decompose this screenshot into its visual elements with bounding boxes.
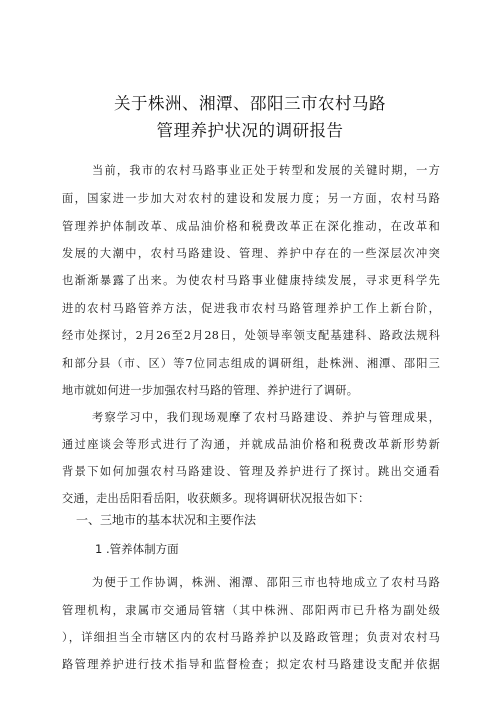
paragraph-1-line: 发展的大潮中，农村马路建设、管理、养护中存在的一些深层次冲突 [62, 247, 440, 260]
section-heading: 一、三地市的基本状况和主要作法 [76, 513, 257, 527]
paragraph-2-line: 考察学习中，我们现场观摩了农村马路建设、养护与管理成果， [92, 411, 440, 424]
paragraph-1-line: 面，国家进一步加大对农村的建设和发展力度；另一方面，农村马路 [62, 192, 440, 205]
paragraph-1-line: 地市就如何进一步加强农村马路的管理、养护进行了调研。 [62, 384, 359, 397]
paragraph-1-line: 管理养护体制改革、成品油价格和税费改革正在深化推动，在改革和 [62, 220, 440, 233]
document-title-line-1: 关于株洲、湘潭、邵阳三市农村马路 [114, 94, 386, 113]
paragraph-1-line: 也渐渐暴露了出来。为使农村马路事业健康持续发展，寻求更科学先 [62, 274, 440, 287]
paragraph-2-line: 通过座谈会等形式进行了沟通，并就成品油价格和税费改革新形势新 [62, 438, 440, 451]
paragraph-2-line: 交通，走出岳阳看岳阳，收获颇多。现将调研状况报告如下： [62, 492, 370, 505]
paragraph-1-line: 进的农村马路管养方法，促进我市农村马路管理养护工作上新台阶， [62, 302, 440, 315]
document-title-line-2: 管理养护状况的调研报告 [156, 121, 344, 140]
paragraph-3-line: 管理机构，隶属市交通局管辖（其中株洲、邵阳两市已升格为副处级 [62, 604, 440, 617]
paragraph-2-line: 背景下如何加强农村马路建设、管理及养护进行了探讨。跳出交通看 [62, 465, 440, 478]
paragraph-3-line: 为便于工作协调，株洲、湘潭、邵阳三市也特地成立了农村马路 [92, 576, 440, 589]
paragraph-1-line: 当前，我市的农村马路事业正处于转型和发展的关键时期，一方 [92, 164, 440, 177]
subsection-heading: 1 .管养体制方面 [95, 542, 179, 556]
paragraph-3-line: 路管理养护进行技术指导和监督检查；拟定农村马路建设支配并依据 [62, 658, 440, 671]
paragraph-1-line: 经市处探讨，2月26至2月28日，处领导率领支配基建科、路政法规科 [62, 329, 440, 342]
paragraph-3-line: ），详细担当全市辖区内的农村马路养护以及路政管理；负责对农村马 [62, 631, 440, 644]
paragraph-1-line: 和部分县（市、区）等7位同志组成的调研组，赴株洲、湘潭、邵阳三 [62, 357, 440, 370]
